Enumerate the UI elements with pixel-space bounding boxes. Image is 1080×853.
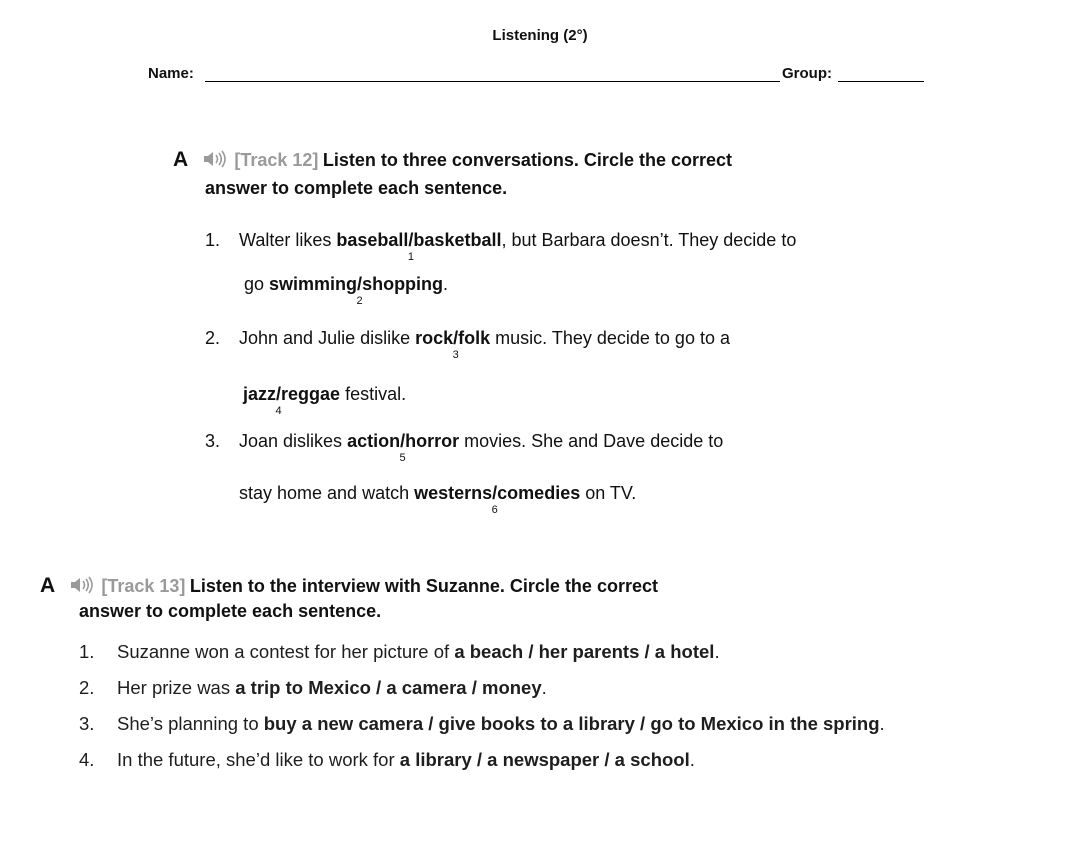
answer-options[interactable]: a library / a newspaper / a school [399, 749, 690, 770]
speaker-icon [70, 577, 102, 596]
name-label: Name: [148, 65, 194, 82]
section2-track: [Track 13] [101, 576, 186, 596]
section1-letter: A [173, 148, 189, 171]
answer-option[interactable]: reggae [281, 384, 341, 404]
answer-option[interactable]: jazz [243, 384, 277, 404]
section1-heading [173, 148, 732, 172]
section1-instruction-2: answer to complete each sentence. [205, 178, 508, 198]
answer-number: 6 [491, 504, 498, 516]
list-item: 4. In the future, she’d like to work for a library / a newspaper / a school. [79, 749, 695, 770]
list-item: 3. Joan dislikes action/ 5 horror movies. She and Dave decide to [205, 431, 724, 464]
answer-options[interactable]: a trip to Mexico / a camera / money [235, 677, 542, 698]
group-label: Group: [782, 65, 832, 82]
page-title: Listening (2°) [492, 27, 588, 44]
answer-number: 4 [275, 405, 282, 417]
list-item-continuation: go swimming/ 2 shopping. [244, 274, 449, 307]
answer-option[interactable]: basketball [413, 230, 502, 250]
answer-option[interactable]: swimming [269, 274, 358, 294]
answer-options[interactable]: a beach / her parents / a hotel [454, 641, 715, 662]
list-item: 1. Walter likes baseball/ 1 basketball, but Barbara doesn’t. They decide to [205, 230, 797, 263]
answer-option[interactable]: comedies [497, 483, 581, 503]
section2-instruction-2: answer to complete each sentence. [79, 601, 382, 621]
answer-options[interactable]: buy a new camera / give books to a library / go to Mexico in the spring [263, 713, 880, 734]
list-item: 2. John and Julie dislike rock/ 3 folk music. They decide to go to a [205, 328, 730, 361]
answer-option[interactable]: shopping [362, 274, 444, 294]
section2-letter: A [40, 574, 56, 597]
answer-number: 2 [356, 295, 363, 307]
list-item-continuation: stay home and watch westerns/ 6 comedies on TV. [239, 483, 637, 516]
answer-option[interactable]: rock [415, 328, 454, 348]
list-item: 1. Suzanne won a contest for her picture of a beach / her parents / a hotel. [79, 641, 720, 662]
section1-instruction-1: Listen to three conversations. Circle the correct [322, 150, 732, 170]
answer-number: 1 [407, 251, 414, 263]
list-item: 2. Her prize was a trip to Mexico / a camera / money. [79, 677, 547, 698]
answer-option[interactable]: folk [458, 328, 491, 348]
list-item: 3. She’s planning to buy a new camera / give books to a library / go to Mexico in the spring. [79, 713, 885, 734]
answer-option[interactable]: westerns [414, 483, 493, 503]
section2-instruction-1: Listen to the interview with Suzanne. Circle the correct [189, 576, 658, 596]
answer-option[interactable]: baseball [336, 230, 409, 250]
name-field[interactable] [205, 81, 780, 82]
speaker-icon [203, 151, 235, 170]
group-field[interactable] [838, 81, 924, 82]
answer-number: 5 [399, 452, 406, 464]
list-item-continuation: jazz/ 4 reggae festival. [243, 384, 407, 417]
section2-heading [40, 574, 658, 598]
answer-number: 3 [452, 349, 459, 361]
answer-option[interactable]: horror [405, 431, 460, 451]
answer-option[interactable]: action [347, 431, 401, 451]
section1-track: [Track 12] [234, 150, 319, 170]
